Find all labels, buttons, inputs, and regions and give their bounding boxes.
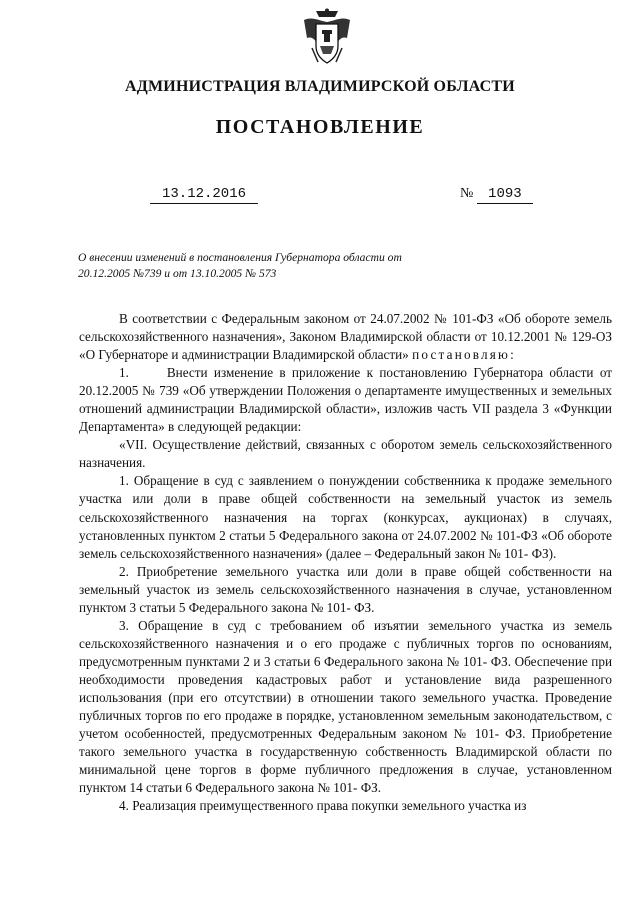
organization-name: АДМИНИСТРАЦИЯ ВЛАДИМИРСКОЙ ОБЛАСТИ	[125, 78, 515, 95]
preamble-text: В соответствии с Федеральным законом от 24.07.2002 № 101-ФЗ «Об обороте земель сельскохозяйственного назначения», Законом Владимирской области от 10.12.2001 № 129-ОЗ «О Губернаторе и администрации Владимирской области»	[79, 311, 612, 363]
number-label: №	[460, 186, 474, 201]
document-date: 13.12.2016	[150, 186, 258, 204]
point-3-paragraph: 3. Обращение в суд с требованием об изъятии земельного участка из земель сельскохозяйственного назначения и о его продаже с публичных торгов по основаниям, предусмотренным пунктами 2 и 3 статьи 6 Федерального закона № 101- ФЗ. Обеспечение при необходимости проведения кадастровых работ и установление вида разрешенного использования (при его отсутствии) в отношении такого земельного участка. Проведение публичных торгов по его продаже в порядке, установленном земельным законодательством, с учетом особенностей, предусмотренных Федеральным законом № 101- ФЗ. Приобретение такого земельного участка в государственную собственность Владимирской области по минимальной цене торгов в форме публичного предложения в случае, установленном пунктом 14 статьи 6 Федерального закона № 101- ФЗ.	[79, 617, 612, 796]
point-2-paragraph: 2. Приобретение земельного участка или доли в праве общей собственности на земельный участок из земель сельскохозяйственного назначения в случае, установленном пунктом 3 статьи 5 Федерального закона № 101- ФЗ.	[79, 563, 612, 615]
section-heading: «VII. Осуществление действий, связанных с оборотом земель сельскохозяйственного назначения.	[79, 437, 612, 471]
document-number: 1093	[477, 186, 533, 204]
coat-of-arms-emblem	[302, 8, 352, 66]
point-1-paragraph: 1. Обращение в суд с заявлением о понуждении собственника к продаже земельного участка или доли в праве общей собственности на земельный участок из земель сельскохозяйственного назначения на торгах (конкурсах, аукционах) в случаях, установленных пунктом 2 статьи 5 Федерального закона от 24.07.2002 № 101-ФЗ «Об обороте земель сельскохозяйственного назначения» (далее – Федеральный закон № 101- ФЗ).	[79, 473, 612, 561]
document-type-title: ПОСТАНОВЛЕНИЕ	[215, 116, 425, 138]
point-4-paragraph: 4. Реализация преимущественного права покупки земельного участка из	[119, 798, 527, 814]
document-number-block	[460, 186, 533, 204]
preamble-paragraph	[79, 310, 612, 364]
decree-word: постановляю:	[412, 347, 516, 363]
document-subject: О внесении изменений в постановления Губернатора области от 20.12.2005 №739 и от 13.10.2005 № 573	[78, 251, 402, 280]
document-body	[79, 310, 612, 815]
item-1-paragraph: 1. Внести изменение в приложение к постановлению Губернатора области от 20.12.2005 № 739 «Об утверждении Положения о департаменте имущественных и земельных отношений администрации Владимирской области», изложив часть VII раздела 3 «Функции Департамента» в следующей редакции:	[79, 365, 612, 435]
